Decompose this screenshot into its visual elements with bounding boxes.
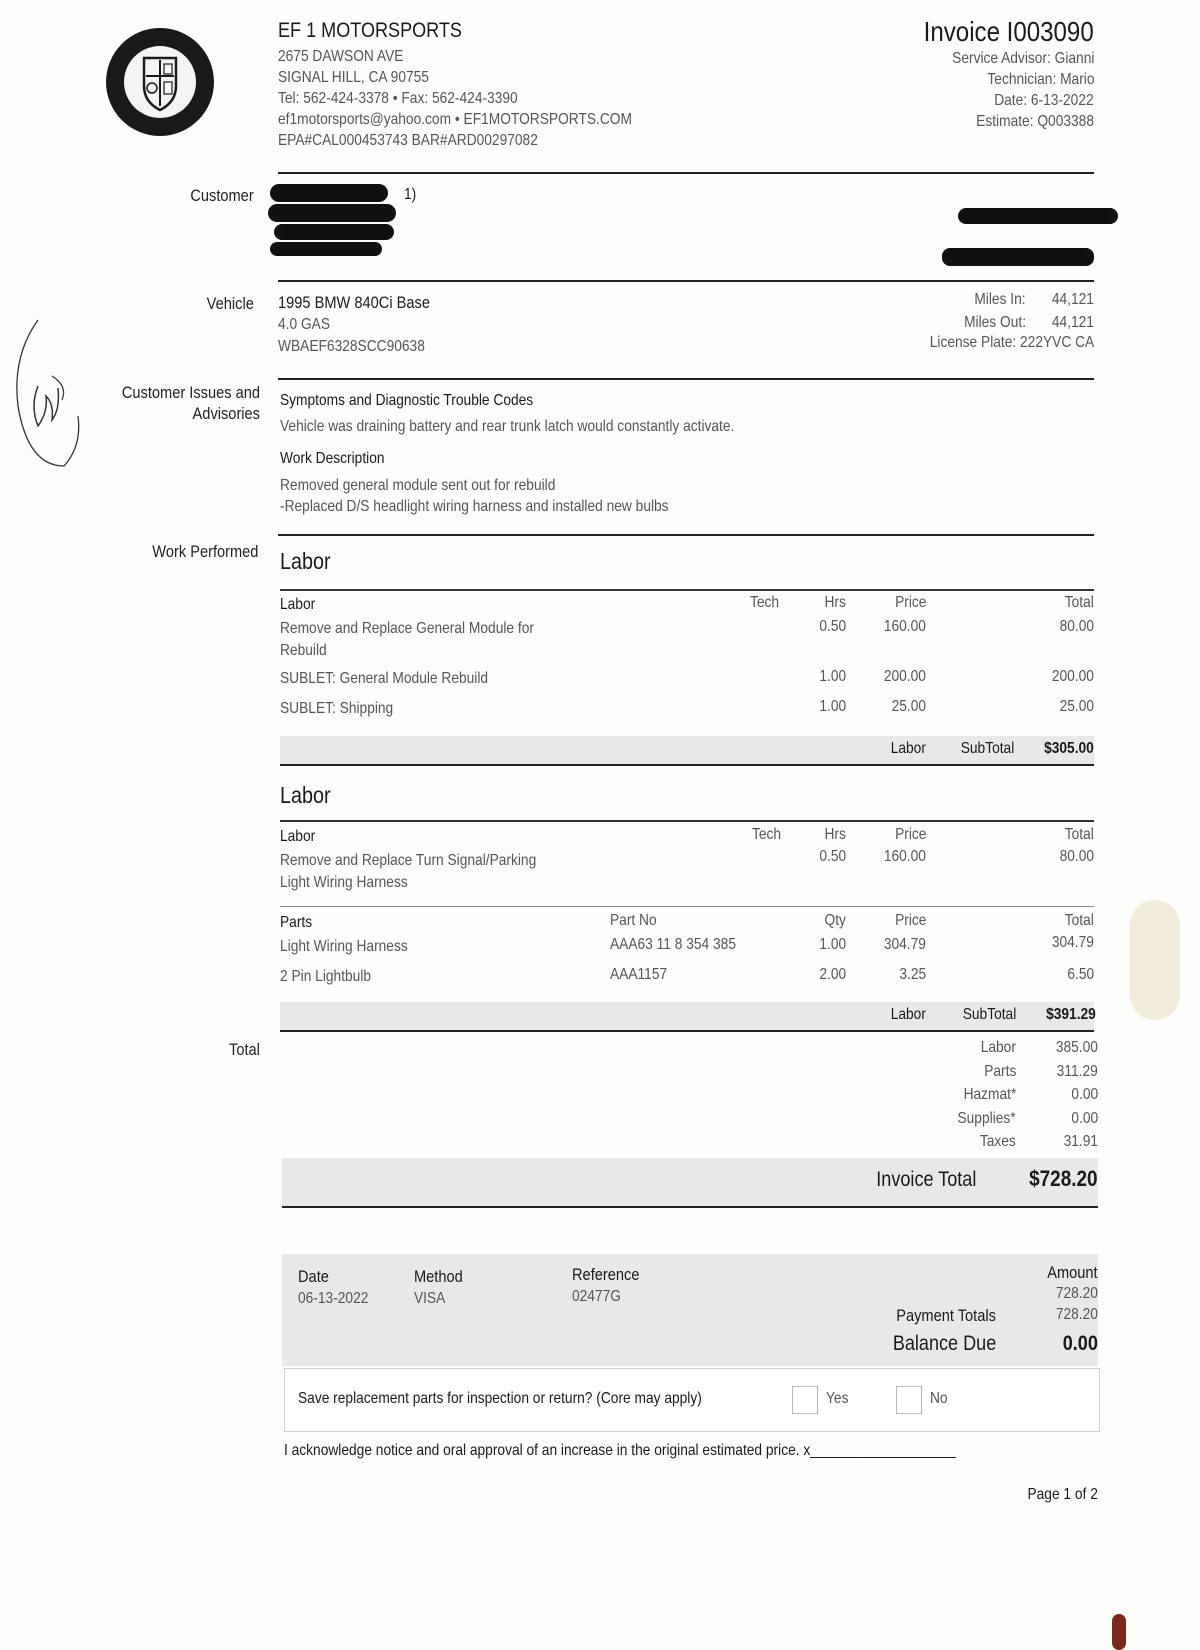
- technician: Technician: Mario: [986, 71, 1094, 88]
- service-advisor: Service Advisor: Gianni: [951, 50, 1094, 67]
- miles-in-label: Miles In:: [974, 291, 1026, 308]
- vehicle-model: 1995 BMW 840Ci Base: [278, 293, 430, 312]
- part-number: AAA63 11 8 354 385: [610, 936, 736, 953]
- scan-smudge: [1130, 900, 1180, 1020]
- invoice-date: Date: 6-13-2022: [994, 92, 1094, 109]
- job1-title: Labor: [280, 548, 331, 574]
- job2-subtotal-label: SubTotal: [962, 1006, 1016, 1023]
- save-parts-no-checkbox[interactable]: [896, 1386, 922, 1414]
- miles-out-value: 44,121: [1051, 314, 1094, 331]
- miles-out-label: Miles Out:: [964, 314, 1026, 331]
- job1-subtotal-label: Labor: [890, 740, 926, 757]
- part-name: Light Wiring Harness: [280, 938, 408, 955]
- invoice-total-label: Invoice Total: [875, 1168, 976, 1191]
- section-label-customer: Customer: [190, 186, 254, 205]
- symptoms-heading: Symptoms and Diagnostic Trouble Codes: [280, 392, 534, 409]
- invoice-total: $728.20: [1029, 1166, 1098, 1191]
- payment-totals-label: Payment Totals: [896, 1306, 996, 1325]
- vehicle-engine: 4.0 GAS: [278, 316, 331, 333]
- parts-header-total: Total: [1064, 912, 1094, 929]
- job1-header-total: Total: [1064, 594, 1094, 611]
- payment-method: VISA: [414, 1290, 446, 1307]
- line-description: Light Wiring Harness: [280, 874, 408, 891]
- shop-logo: [104, 26, 216, 138]
- work-description-line: -Replaced D/S headlight wiring harness and installed new bulbs: [280, 498, 669, 515]
- totals-parts-label: Parts: [983, 1062, 1016, 1080]
- job2-header-hrs: Hrs: [824, 826, 846, 843]
- shop-name: EF 1 MOTORSPORTS: [278, 19, 462, 42]
- job1-subtotal-label: SubTotal: [960, 740, 1014, 757]
- acknowledge-text: I acknowledge notice and oral approval of an increase in the original estimated price. x___________________: [284, 1442, 956, 1459]
- line-description: SUBLET: General Module Rebuild: [280, 670, 489, 687]
- customer-redacted-right: [958, 208, 1118, 224]
- parts-header-qty: Qty: [824, 912, 846, 929]
- customer-fragment: 1): [404, 186, 417, 203]
- page-number: Page 1 of 2: [1027, 1486, 1098, 1503]
- line-hours: 0.50: [819, 618, 846, 635]
- payment-amount: 728.20: [1055, 1285, 1098, 1302]
- divider: [280, 820, 1094, 822]
- line-total: 80.00: [1059, 848, 1094, 865]
- job2-subtotal-label: Labor: [890, 1006, 926, 1023]
- line-total: 200.00: [1051, 668, 1094, 685]
- divider: [282, 1206, 1098, 1208]
- payment-reference-label: Reference: [572, 1265, 640, 1284]
- totals-hazmat-label: Hazmat*: [963, 1086, 1016, 1103]
- part-number: AAA1157: [610, 966, 668, 983]
- totals-taxes-label: Taxes: [980, 1133, 1016, 1150]
- totals-labor-label: Labor: [980, 1039, 1016, 1056]
- miles-in-value: 44,121: [1051, 291, 1094, 308]
- payment-method-label: Method: [414, 1267, 463, 1286]
- payment-date: 06-13-2022: [298, 1290, 369, 1307]
- part-price: 3.25: [899, 966, 926, 983]
- balance-due-label: Balance Due: [892, 1332, 996, 1355]
- line-price: 25.00: [891, 698, 926, 715]
- part-qty: 1.00: [819, 936, 846, 953]
- signature-mark: [8, 316, 82, 476]
- section-label-total: Total: [229, 1040, 260, 1059]
- shop-registrations: EPA#CAL000453743 BAR#ARD00297082: [278, 132, 538, 149]
- totals-labor: 385.00: [1055, 1039, 1098, 1056]
- line-price: 160.00: [883, 848, 926, 865]
- line-hours: 1.00: [819, 698, 846, 715]
- save-parts-no-label: No: [930, 1390, 948, 1407]
- work-description-line: Removed general module sent out for rebuild: [280, 477, 556, 494]
- job2-header-labor: Labor: [280, 828, 316, 845]
- divider: [280, 764, 1094, 766]
- part-price: 304.79: [883, 936, 926, 953]
- line-description: SUBLET: Shipping: [280, 700, 394, 717]
- part-total: 304.79: [1051, 934, 1094, 951]
- totals-supplies: 0.00: [1071, 1109, 1098, 1127]
- part-total: 6.50: [1067, 966, 1094, 983]
- divider: [278, 172, 1094, 174]
- parts-header-price: Price: [894, 912, 926, 929]
- section-label-work-performed: Work Performed: [151, 542, 258, 561]
- job2-header-total: Total: [1064, 826, 1094, 843]
- totals-supplies-label: Supplies*: [957, 1109, 1016, 1127]
- line-hours: 1.00: [819, 668, 846, 685]
- line-price: 160.00: [883, 618, 926, 635]
- balance-due: 0.00: [1062, 1332, 1098, 1355]
- symptoms-text: Vehicle was draining battery and rear trunk latch would constantly activate.: [280, 418, 735, 435]
- customer-redacted: [268, 180, 408, 260]
- part-name: 2 Pin Lightbulb: [280, 968, 372, 985]
- job2-title: Labor: [280, 782, 331, 808]
- estimate-number: Estimate: Q003388: [976, 113, 1094, 130]
- job1-header-hrs: Hrs: [824, 594, 846, 611]
- job1-subtotal: $305.00: [1044, 740, 1094, 757]
- line-total: 25.00: [1059, 698, 1094, 715]
- save-parts-yes-checkbox[interactable]: [792, 1386, 818, 1414]
- job1-header-tech: Tech: [750, 594, 780, 611]
- job1-header-labor: Labor: [280, 596, 316, 613]
- divider: [278, 534, 1094, 536]
- part-qty: 2.00: [819, 966, 846, 983]
- line-price: 200.00: [883, 668, 926, 685]
- divider: [278, 280, 1094, 282]
- save-parts-yes-label: Yes: [826, 1390, 849, 1407]
- line-description: Remove and Replace Turn Signal/Parking: [280, 852, 537, 869]
- work-description-heading: Work Description: [280, 450, 385, 467]
- totals-taxes: 31.91: [1063, 1133, 1098, 1150]
- customer-redacted-right: [942, 248, 1094, 266]
- totals-hazmat: 0.00: [1071, 1086, 1098, 1103]
- vehicle-vin: WBAEF6328SCC90638: [278, 338, 425, 355]
- payment-totals: 728.20: [1055, 1306, 1098, 1323]
- divider: [280, 1030, 1094, 1032]
- license-plate: License Plate: 222YVC CA: [929, 334, 1094, 351]
- divider: [280, 906, 1094, 907]
- payment-reference: 02477G: [572, 1288, 621, 1305]
- invoice-title: Invoice I003090: [923, 16, 1094, 47]
- divider: [280, 589, 1094, 591]
- line-description: Remove and Replace General Module for: [280, 620, 534, 637]
- line-total: 80.00: [1059, 618, 1094, 635]
- payment-amount-label: Amount: [1047, 1263, 1098, 1282]
- line-hours: 0.50: [819, 848, 846, 865]
- shop-phones: Tel: 562-424-3378 • Fax: 562-424-3390: [278, 90, 518, 107]
- job2-subtotal: $391.29: [1046, 1006, 1096, 1023]
- shop-contact: ef1motorsports@yahoo.com • EF1MOTORSPORTS.COM: [278, 111, 632, 128]
- payment-date-label: Date: [298, 1267, 329, 1286]
- section-label-vehicle: Vehicle: [206, 294, 254, 313]
- save-parts-question: Save replacement parts for inspection or return? (Core may apply): [298, 1390, 702, 1407]
- job2-header-price: Price: [894, 826, 926, 843]
- parts-header-parts: Parts: [280, 914, 313, 931]
- shop-logo-icon: [104, 26, 216, 138]
- shop-address-line1: 2675 DAWSON AVE: [278, 48, 404, 65]
- parts-header-partno: Part No: [610, 912, 657, 929]
- shop-address-line2: SIGNAL HILL, CA 90755: [278, 69, 429, 86]
- divider: [278, 378, 1094, 380]
- scan-smudge: [1112, 1614, 1126, 1650]
- section-label-issues: Customer Issues and Advisories: [121, 383, 260, 423]
- line-description: Rebuild: [280, 642, 327, 659]
- totals-parts: 311.29: [1056, 1062, 1098, 1080]
- job2-header-tech: Tech: [752, 826, 782, 843]
- job1-header-price: Price: [894, 594, 926, 611]
